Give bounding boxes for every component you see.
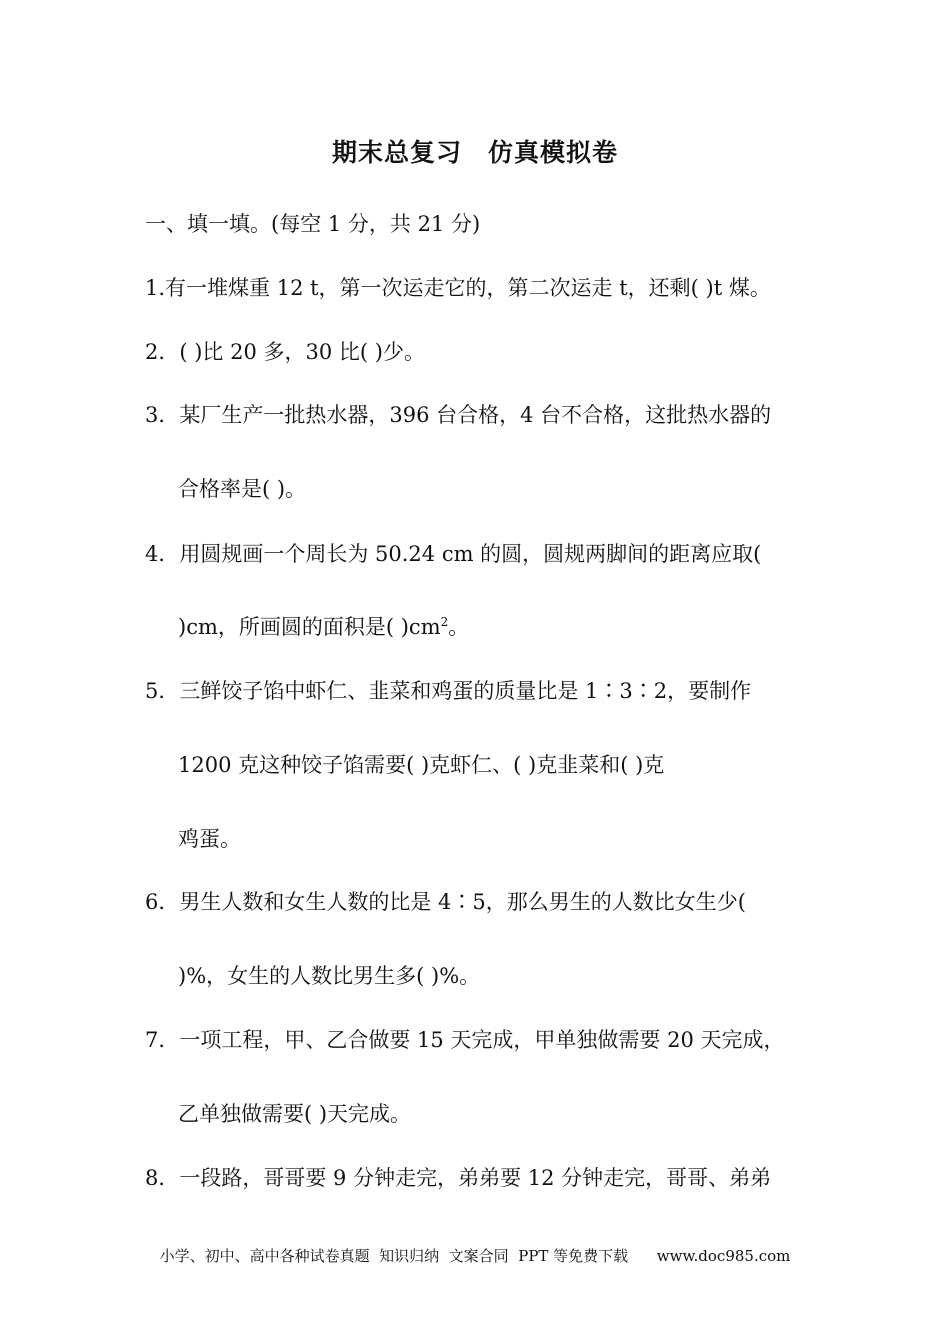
question-6-line-2: )%，女生的人数比男生多( )%。 — [178, 964, 481, 988]
page-title: 期末总复习 仿真模拟卷 — [331, 138, 618, 167]
question-4-line-1: 4．用圆规画一个周长为 50.24 cm 的圆，圆规两脚间的距离应取( — [145, 542, 762, 566]
question-1: 1.有一堆煤重 12 t，第一次运走它的，第二次运走 t，还剩( )t 煤。 — [145, 276, 771, 300]
question-5-line-3: 鸡蛋。 — [178, 827, 241, 851]
q4-text-end: 。 — [448, 615, 470, 639]
question-6-line-1: 6．男生人数和女生人数的比是 4∶5，那么男生的人数比女生少( — [145, 890, 746, 914]
question-5-line-1: 5．三鲜饺子馅中虾仁、韭菜和鸡蛋的质量比是 1∶3∶2，要制作 — [145, 679, 752, 703]
page-footer: 小学、初中、高中各种试卷真题 知识归纳 文案合同 PPT 等免费下载 www.doc985.com — [159, 1247, 791, 1265]
q4-text: )cm，所画圆的面积是( )cm — [178, 615, 441, 639]
question-4-line-2 — [178, 611, 469, 643]
question-5-line-2: 1200 克这种饺子馅需要( )克虾仁、( )克韭菜和( )克 — [178, 753, 665, 777]
question-3-line-2: 合格率是( )。 — [178, 477, 307, 501]
question-3-line-1: 3．某厂生产一批热水器，396 台合格，4 台不合格，这批热水器的 — [145, 403, 772, 427]
question-7-line-2: 乙单独做需要( )天完成。 — [178, 1102, 412, 1126]
q4-superscript: 2 — [440, 615, 449, 629]
question-8-line-1: 8．一段路，哥哥要 9 分钟走完，弟弟要 12 分钟走完，哥哥、弟弟 — [145, 1166, 772, 1190]
question-2: 2．( )比 20 多，30 比( )少。 — [145, 340, 425, 364]
question-7-line-1: 7．一项工程，甲、乙合做要 15 天完成，甲单独做需要 20 天完成， — [145, 1028, 785, 1052]
section-heading: 一、填一填。(每空 1 分，共 21 分) — [145, 212, 481, 236]
